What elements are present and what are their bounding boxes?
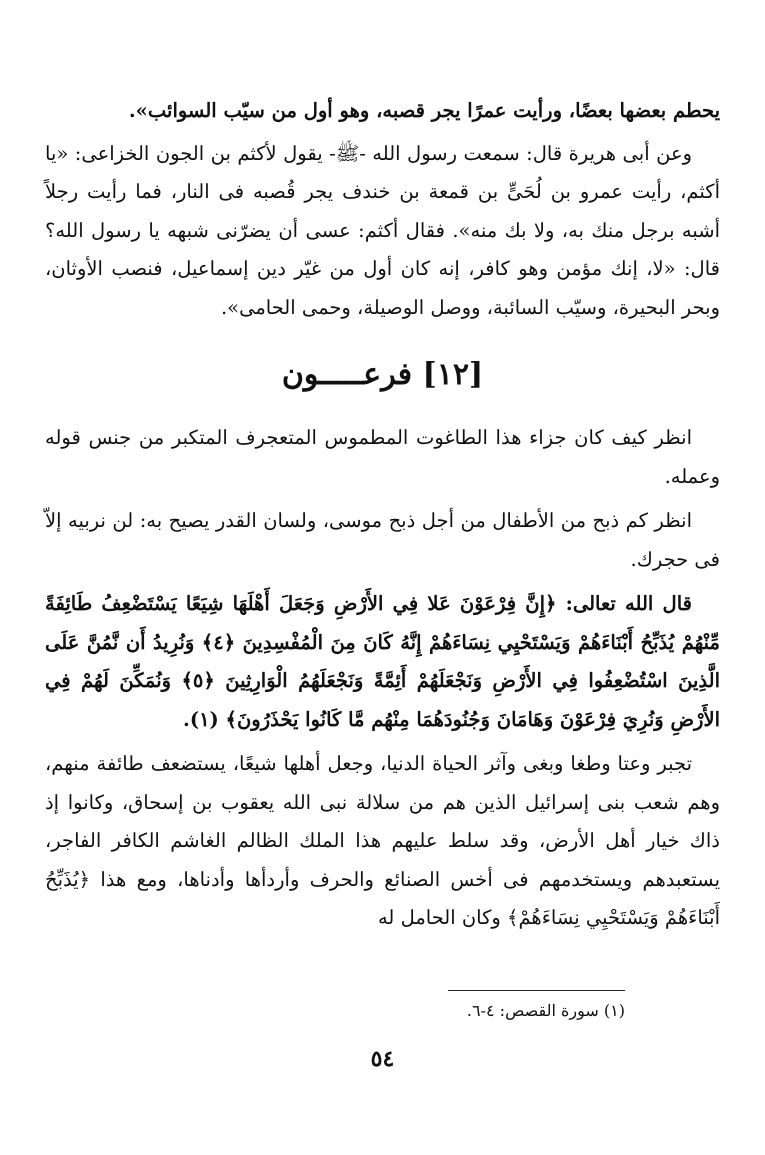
page-body xyxy=(45,92,720,938)
paragraph-hadith: وعن أبى هريرة قال: سمعت رسول الله -ﷺ- يقول لأكثم بن الجون الخزاعى: «يا أكثم، رأيت عمرو بن لُحَىٍّ بن قمعة بن خندف يجر قُصبه فى النار، فما رأيت رجلاً أشبه برجل منك به، ولا بك منه». فقال أكثم: عسى أن يضرّنى شبهه يا رسول الله؟ قال: «لا، إنك مؤمن وهو كافر، إنه كان أول من غيّر دين إسماعيل، فنصب الأوثان، وبحر البحيرة، وسيّب السائبة، ووصل الوصيلة، وحمى الحامى». xyxy=(45,141,720,319)
page-number: ٥٤ xyxy=(370,1046,395,1072)
paragraph-quran-verse: قال الله تعالى: ﴿إِنَّ فِرْعَوْنَ عَلا فِي الأَرْضِ وَجَعَلَ أَهْلَهَا شِيَعًا يَسْتَضْعِفُ طَائِفَةً مِّنْهُمْ يُذَبِّحُ أَبْنَاءَهُمْ وَيَسْتَحْيِي نِسَاءَهُمْ إِنَّهُ كَانَ مِنَ الْمُفْسِدِينَ ﴿٤﴾ وَنُرِيدُ أَن نَّمُنَّ عَلَى الَّذِينَ اسْتُضْعِفُوا فِي الأَرْضِ وَنَجْعَلَهُمْ أَئِمَّةً وَنَجْعَلَهُمُ الْوَارِثِينَ ﴿٥﴾ وَنُمَكِّنَ لَهُمْ فِي الأَرْضِ وَنُرِيَ فِرْعَوْنَ وَهَامَانَ وَجُنُودَهُمَا مِنْهُم مَّا كَانُوا يَحْذَرُونَ﴾ (١). xyxy=(45,592,720,731)
paragraph-commentary: تجبر وعتا وطغا وبغى وآثر الحياة الدنيا، وجعل أهلها شيعًا، يستضعف طائفة منهم، وهم شعب بنى إسرائيل الذين هم من سلالة نبى الله يعقوب بن إسحاق، وكانوا إذ ذاك خيار أهل الأرض، وقد سلط عليهم هذا الملك الظالم الغاشم الكافر الفاجر، يستعبدهم ويستخدمهم فى أخس الصنائع والحرف وأردأها وأدناها، ومع هذا ﴿يُذَبِّحُ أَبْنَاءَهُمْ وَيَسْتَحْيِي نِسَاءَهُمْ﴾ وكان الحامل له xyxy=(45,752,720,929)
paragraph-continuation: يحطم بعضها بعضًا، ورأيت عمرًا يجر قصبه، وهو أول من سيّب السوائب». xyxy=(128,99,720,122)
footnote-divider xyxy=(448,990,625,991)
footnote: (١) سورة القصص: ٤-٦. xyxy=(466,1001,625,1020)
section-heading: [١٢] فرعـــــون xyxy=(281,357,484,392)
paragraph-intro: انظر كيف كان جزاء هذا الطاغوت المطموس المتعجرف المتكبر من جنس قوله وعمله. xyxy=(45,426,720,488)
paragraph-moses: انظر كم ذبح من الأطفال من أجل ذبح موسى، ولسان القدر يصيح به: لن نربيه إلاّ فى حجرك. xyxy=(45,509,720,571)
